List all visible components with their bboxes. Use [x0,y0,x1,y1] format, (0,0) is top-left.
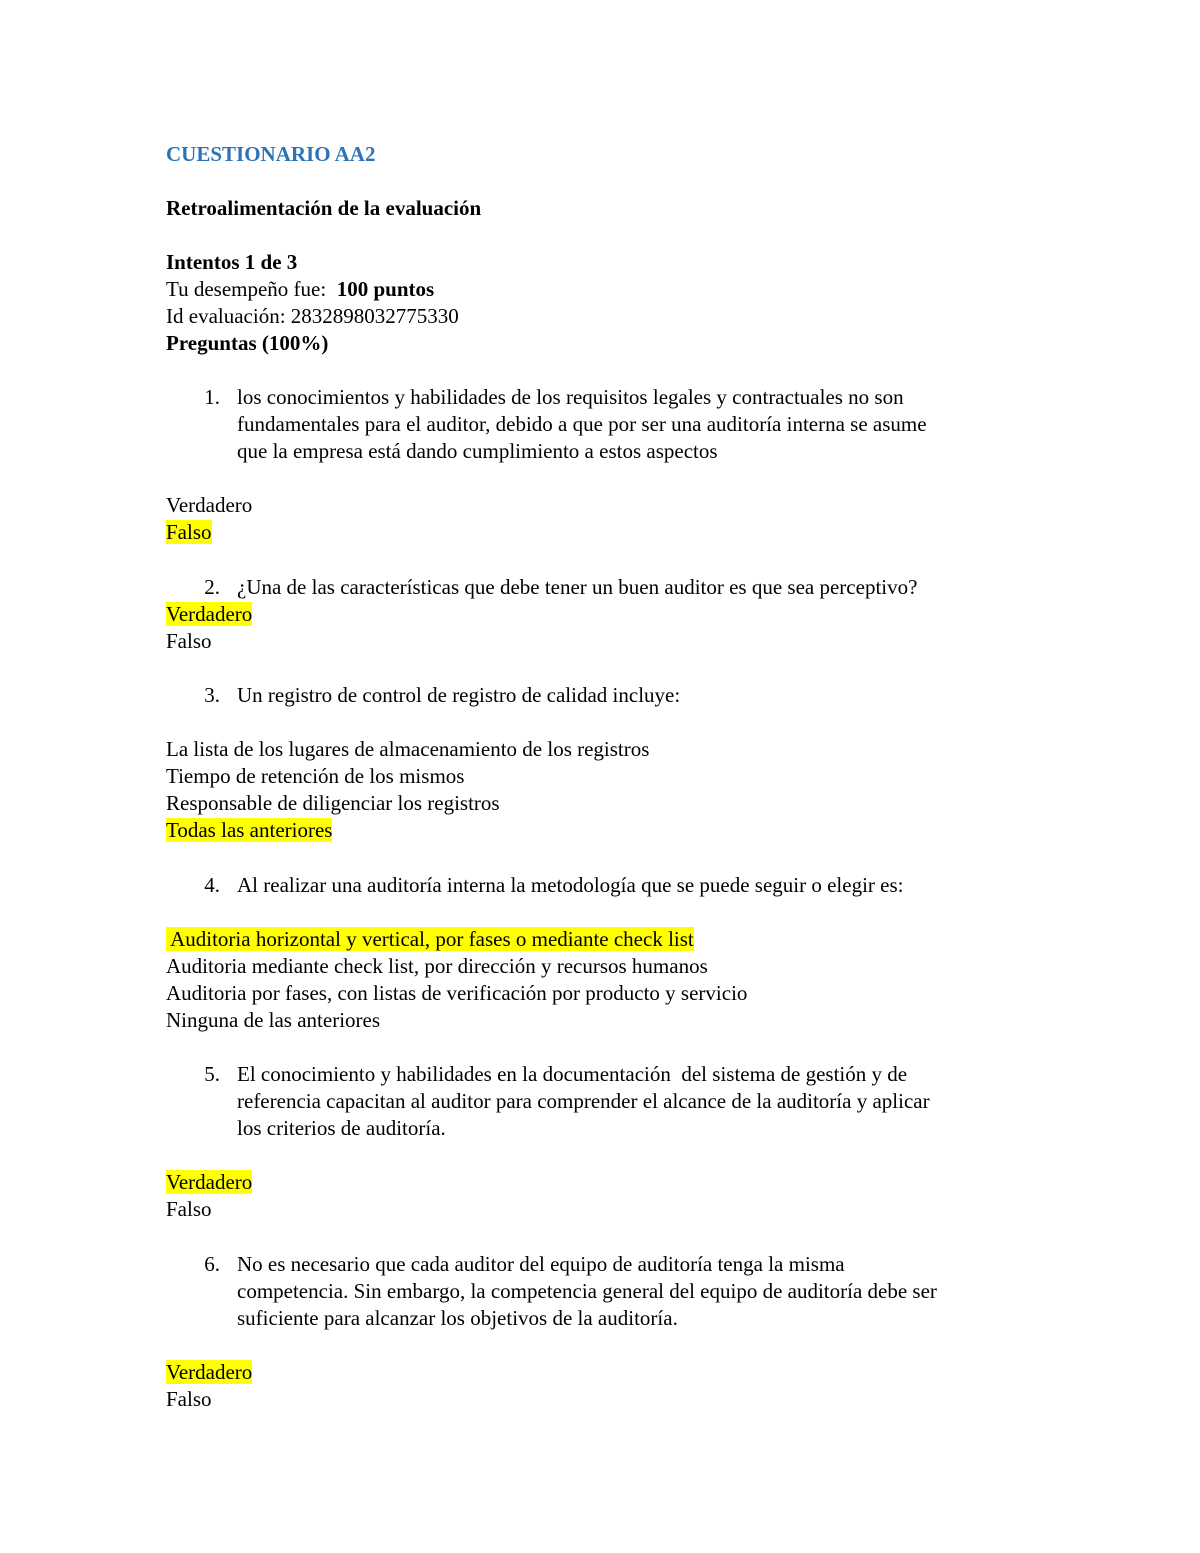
question-text: suficiente para alcanzar los objetivos de la auditoría. [237,1306,678,1330]
question-number: 2. [204,575,220,599]
correct-answer-option: Auditoria horizontal y vertical, por fases o mediante check list [166,927,694,951]
attempts-label: Intentos 1 de 3 [166,250,298,274]
question-text: competencia. Sin embargo, la competencia general del equipo de auditoría debe ser [237,1279,937,1303]
question-number: 6. [204,1252,220,1276]
question-number: 5. [204,1062,220,1086]
question-text: fundamentales para el auditor, debido a que por ser una auditoría interna se asume [237,412,927,436]
feedback-heading: Retroalimentación de la evaluación [166,196,482,220]
answer-option: Verdadero [166,493,253,517]
document-title: CUESTIONARIO AA2 [166,142,376,166]
question-text: No es necesario que cada auditor del equipo de auditoría tenga la misma [237,1252,845,1276]
question-text: los criterios de auditoría. [237,1116,446,1140]
answer-option: Responsable de diligenciar los registros [166,791,500,815]
performance-score: 100 puntos [336,277,435,301]
question-text: Al realizar una auditoría interna la metodología que se puede seguir o elegir es: [237,873,904,897]
correct-answer-option: Falso [166,520,212,544]
evaluation-id: Id evaluación: 2832898032775330 [166,304,459,328]
correct-answer-option: Todas las anteriores [166,818,333,842]
question-text: Un registro de control de registro de calidad incluye: [237,683,681,707]
question-text: El conocimiento y habilidades en la documentación del sistema de gestión y de [237,1062,908,1086]
answer-option: Falso [166,1387,212,1411]
answer-option: Tiempo de retención de los mismos [166,764,465,788]
correct-answer-option: Verdadero [166,602,253,626]
question-text: que la empresa está dando cumplimiento a estos aspectos [237,439,718,463]
performance-line [166,276,434,303]
answer-option: La lista de los lugares de almacenamiento de los registros [166,737,650,761]
questions-label: Preguntas (100%) [166,331,329,355]
correct-answer-option: Verdadero [166,1360,253,1384]
question-text: ¿Una de las características que debe tener un buen auditor es que sea perceptivo? [237,575,918,599]
question-text: referencia capacitan al auditor para comprender el alcance de la auditoría y aplicar [237,1089,930,1113]
answer-option: Ninguna de las anteriores [166,1008,381,1032]
question-text: los conocimientos y habilidades de los requisitos legales y contractuales no son [237,385,904,409]
answer-option: Falso [166,1197,212,1221]
answer-option: Falso [166,629,212,653]
question-number: 4. [204,873,220,897]
performance-label: Tu desempeño fue: [166,277,327,301]
correct-answer-option: Verdadero [166,1170,253,1194]
question-number: 3. [204,683,220,707]
question-number: 1. [204,385,220,409]
answer-option: Auditoria mediante check list, por dirección y recursos humanos [166,954,708,978]
answer-option: Auditoria por fases, con listas de verificación por producto y servicio [166,981,748,1005]
